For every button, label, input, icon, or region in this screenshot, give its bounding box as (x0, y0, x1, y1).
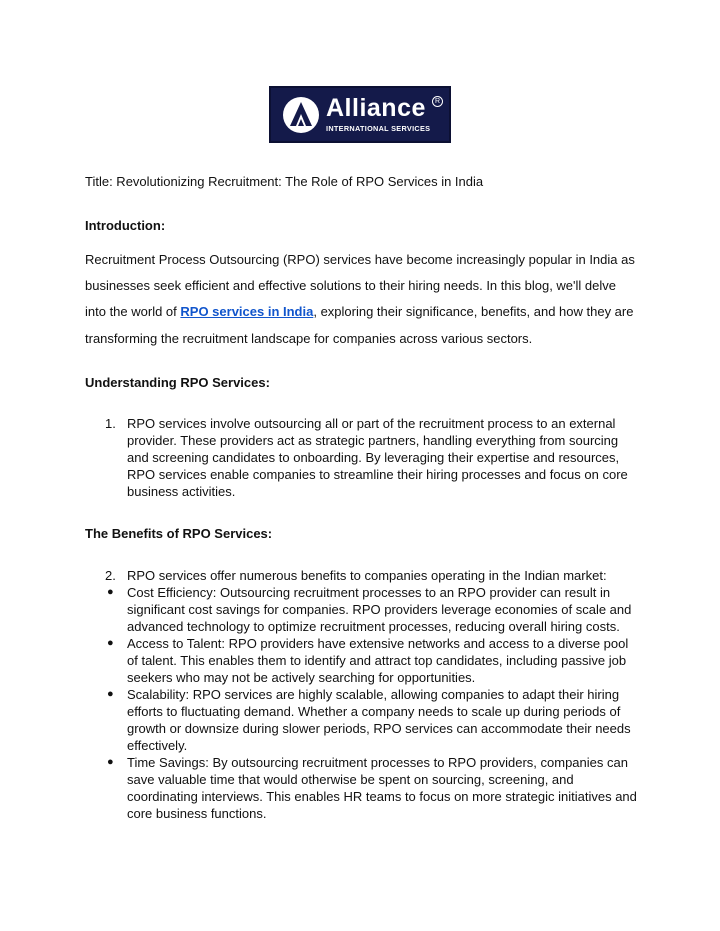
intro-line-3-start: into the world of (85, 304, 181, 319)
intro-line-4: transforming the recruitment landscape for companies across various sectors. (85, 331, 533, 346)
alliance-logo (269, 86, 451, 143)
list-item-text (127, 415, 628, 500)
list-item-text (127, 635, 628, 686)
list-number: 2. (105, 568, 116, 583)
list-line: effectively. (127, 738, 188, 753)
document-title: Title: Revolutionizing Recruitment: The Role of RPO Services in India (85, 174, 484, 189)
list-line: of talent. This enables them to identify and attract top candidates, including passive job (127, 653, 627, 668)
intro-heading: Introduction: (85, 218, 166, 233)
alliance-logo-icon (281, 95, 321, 135)
list-line: advanced technology to optimize recruitment processes, reducing overall hiring costs. (127, 619, 620, 634)
bullet-icon: ● (107, 637, 114, 649)
list-item-text (127, 754, 637, 822)
list-line: efforts to fluctuating demand. Whether a company needs to scale up during periods of (127, 704, 621, 719)
list-line: RPO services offer numerous benefits to companies operating in the Indian market: (127, 568, 607, 583)
list-line: significant cost savings for companies. RPO providers leverage economies of scale and (127, 602, 632, 617)
understanding-heading: Understanding RPO Services: (85, 375, 270, 390)
intro-line-2: businesses seek efficient and effective solutions to their hiring needs. In this blog, we'll delve (85, 278, 616, 293)
rpo-services-india-link[interactable]: RPO services in India (180, 304, 314, 319)
intro-line-3-end: , exploring their significance, benefits, and how they are (313, 304, 634, 319)
list-line: Scalability: RPO services are highly scalable, allowing companies to adapt their hiring (127, 687, 620, 702)
list-line: coordinating interviews. This enables HR teams to focus on more strategic initiatives and (127, 789, 637, 804)
list-line: Cost Efficiency: Outsourcing recruitment processes to an RPO provider can result in (127, 585, 611, 600)
intro-line-1: Recruitment Process Outsourcing (RPO) services have become increasingly popular in India as (85, 252, 635, 267)
list-line: seekers who may not be actively searching for opportunities. (127, 670, 476, 685)
logo-brand-name: Alliance (326, 94, 426, 122)
list-line: growth or downsize during slower periods, RPO services can accommodate their needs (127, 721, 631, 736)
benefits-heading: The Benefits of RPO Services: (85, 526, 273, 541)
list-line: core business functions. (127, 806, 267, 821)
list-item-text (127, 584, 631, 635)
list-line: save valuable time that would otherwise be spent on sourcing, screening, and (127, 772, 574, 787)
list-line: RPO services enable companies to streamline their hiring processes and focus on core (127, 467, 628, 482)
list-line: provider. These providers act as strategic partners, handling everything from sourcing (127, 433, 619, 448)
bullet-icon: ● (107, 688, 114, 700)
registered-mark: R (432, 96, 443, 107)
logo-subtitle: INTERNATIONAL SERVICES (326, 124, 431, 133)
list-item-text (127, 686, 631, 754)
bullet-icon: ● (107, 756, 114, 768)
list-number: 1. (105, 416, 116, 431)
intro-line-3 (85, 304, 633, 319)
list-line: Access to Talent: RPO providers have extensive networks and access to a diverse pool (127, 636, 629, 651)
list-line: and screening candidates to onboarding. By leveraging their expertise and resources, (127, 450, 620, 465)
bullet-icon: ● (107, 586, 114, 598)
list-line: RPO services involve outsourcing all or part of the recruitment process to an external (127, 416, 616, 431)
list-line: business activities. (127, 484, 236, 499)
list-line: Time Savings: By outsourcing recruitment processes to RPO providers, companies can (127, 755, 628, 770)
